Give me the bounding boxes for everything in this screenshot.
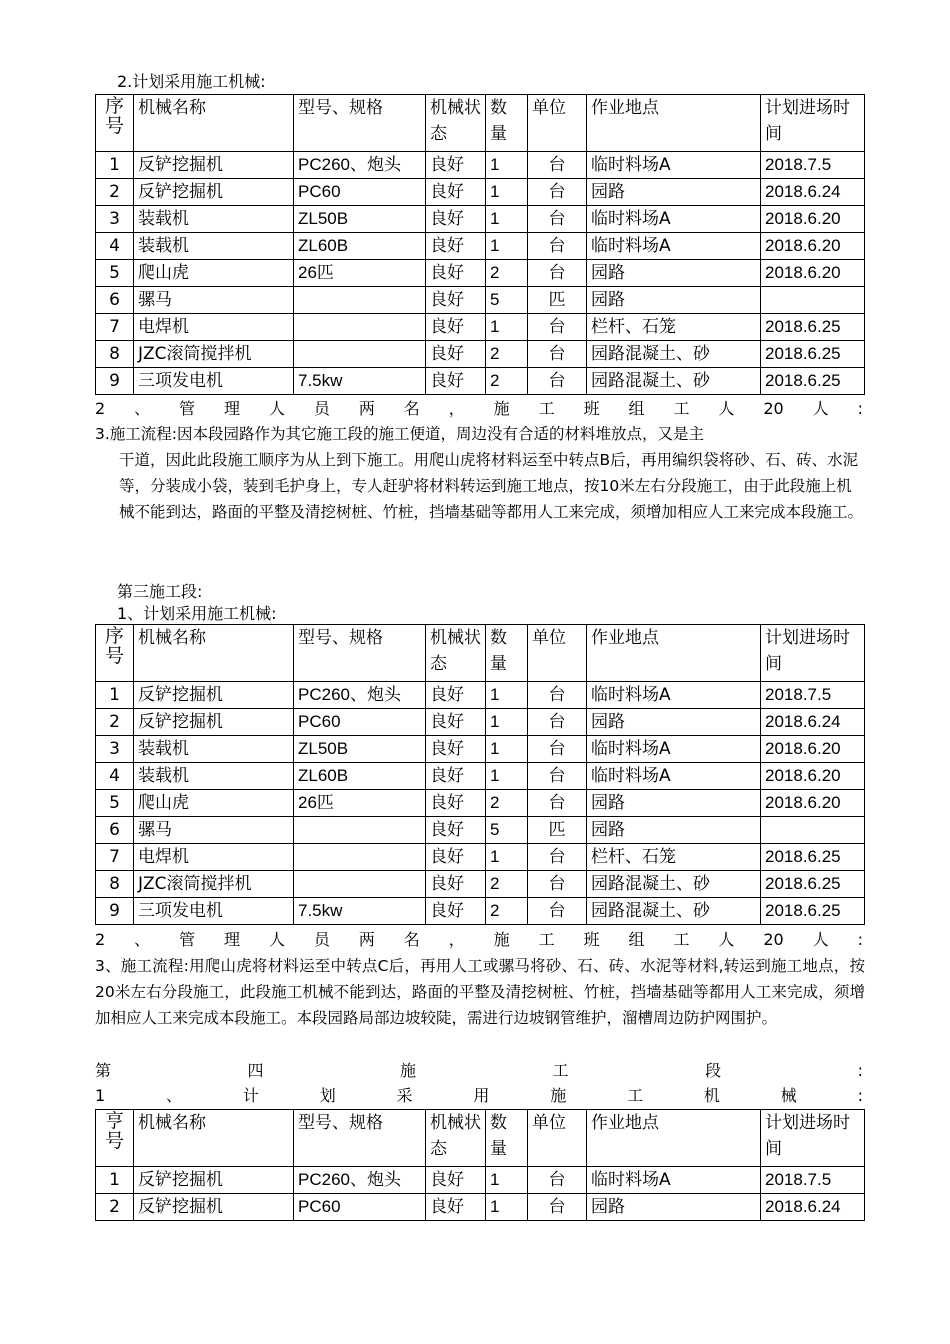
cell-qty: 1 <box>486 709 528 736</box>
section4-heading: 第四施工段: <box>95 1061 863 1080</box>
table-row <box>96 871 865 898</box>
header-date: 计划进场时间 <box>761 625 865 682</box>
table-header-row <box>96 625 865 682</box>
cell-unit: 台 <box>528 341 587 368</box>
cell-status: 良好 <box>426 1167 486 1194</box>
cell-model: PC60 <box>294 1194 426 1221</box>
table-row <box>96 763 865 790</box>
cell-name: 三项发电机 <box>134 368 294 395</box>
cell-status: 良好 <box>426 817 486 844</box>
cell-date: 2018.6.25 <box>761 844 865 871</box>
header-date: 计划进场时间 <box>761 95 865 152</box>
cell-seq: 7 <box>96 314 134 341</box>
cell-name: 爬山虎 <box>134 260 294 287</box>
cell-place: 临时料场A <box>587 1167 761 1194</box>
cell-seq: 1 <box>96 1167 134 1194</box>
cell-seq: 6 <box>96 817 134 844</box>
cell-status: 良好 <box>426 368 486 395</box>
cell-place: 栏杆、石笼 <box>587 314 761 341</box>
cell-name: 骡马 <box>134 287 294 314</box>
cell-status: 良好 <box>426 260 486 287</box>
cell-date: 2018.7.5 <box>761 1167 865 1194</box>
cell-model: ZL50B <box>294 206 426 233</box>
cell-qty: 5 <box>486 817 528 844</box>
table-row <box>96 287 865 314</box>
cell-qty: 1 <box>486 763 528 790</box>
cell-name: 骡马 <box>134 817 294 844</box>
cell-status: 良好 <box>426 790 486 817</box>
cell-model: 7.5kw <box>294 368 426 395</box>
cell-name: 装载机 <box>134 736 294 763</box>
cell-seq: 8 <box>96 341 134 368</box>
cell-name: 三项发电机 <box>134 898 294 925</box>
cell-status: 良好 <box>426 314 486 341</box>
header-qty: 数量 <box>486 95 528 152</box>
cell-seq: 9 <box>96 898 134 925</box>
cell-unit: 台 <box>528 898 587 925</box>
table-row <box>96 233 865 260</box>
cell-model: PC260、炮头 <box>294 152 426 179</box>
cell-unit: 匹 <box>528 817 587 844</box>
table-row <box>96 314 865 341</box>
cell-name: 反铲挖掘机 <box>134 1167 294 1194</box>
cell-status: 良好 <box>426 763 486 790</box>
section2-machinery-title: 2.计划采用施工机械: <box>117 72 266 91</box>
cell-qty: 1 <box>486 1194 528 1221</box>
cell-place: 园路混凝土、砂 <box>587 871 761 898</box>
section2-staff-line: 2、管理人员两名，施工班组工人20人: <box>95 399 863 418</box>
header-seq: 亨号 <box>96 1110 134 1167</box>
section3-process-paragraph: 3、施工流程:用爬山虎将材料运至中转点C后，再用人工或骡马将砂、石、砖、水泥等材料,转运到施工地点，按20米左右分段施工，此段施工机械不能到达，路面的平整及清挖树桩、竹桩，挡墙基础等都用人工来完成，须增加相应人工来完成本段施工。本段园路局部边坡较陡，需进行边坡钢管维护，溜槽周边防护网围护。 <box>95 957 865 1027</box>
cell-status: 良好 <box>426 709 486 736</box>
header-status: 机械状态 <box>426 625 486 682</box>
cell-status: 良好 <box>426 898 486 925</box>
header-name: 机械名称 <box>134 95 294 152</box>
cell-place: 园路混凝土、砂 <box>587 898 761 925</box>
header-model: 型号、规格 <box>294 625 426 682</box>
cell-place: 栏杆、石笼 <box>587 844 761 871</box>
cell-unit: 台 <box>528 260 587 287</box>
cell-seq: 1 <box>96 152 134 179</box>
cell-date: 2018.6.25 <box>761 368 865 395</box>
header-status: 机械状态 <box>426 1110 486 1167</box>
cell-date: 2018.7.5 <box>761 152 865 179</box>
header-unit: 单位 <box>528 625 587 682</box>
cell-status: 良好 <box>426 287 486 314</box>
section3-machinery-title: 1、计划采用施工机械: <box>117 604 277 623</box>
cell-name: 装载机 <box>134 763 294 790</box>
cell-model: 7.5kw <box>294 898 426 925</box>
cell-qty: 2 <box>486 898 528 925</box>
section2-process-rest: 干道，因此此段施工顺序为从上到下施工。用爬山虎将材料运至中转点B后，再用编织袋将砂、石、砖、水泥等，分装成小袋，装到毛护身上，专人赶驴将材料转运到施工地点，按10米左右分段施工，由于此段施上机械不能到达，路面的平整及清挖树桩、竹桩，挡墙基础等都用人工来完成，须增加相应人工来完成本段施工。 <box>119 451 864 521</box>
cell-status: 良好 <box>426 206 486 233</box>
cell-model <box>294 314 426 341</box>
cell-date: 2018.6.25 <box>761 314 865 341</box>
table-row <box>96 709 865 736</box>
cell-unit: 台 <box>528 233 587 260</box>
cell-place: 园路混凝土、砂 <box>587 341 761 368</box>
table-row <box>96 790 865 817</box>
table-header-row <box>96 95 865 152</box>
cell-model: PC60 <box>294 709 426 736</box>
cell-status: 良好 <box>426 736 486 763</box>
table-row <box>96 152 865 179</box>
cell-qty: 2 <box>486 341 528 368</box>
cell-place: 临时料场A <box>587 233 761 260</box>
cell-date: 2018.6.20 <box>761 260 865 287</box>
cell-status: 良好 <box>426 233 486 260</box>
table-row <box>96 736 865 763</box>
cell-place: 临时料场A <box>587 736 761 763</box>
cell-date: 2018.6.20 <box>761 790 865 817</box>
header-model: 型号、规格 <box>294 1110 426 1167</box>
cell-qty: 1 <box>486 682 528 709</box>
cell-place: 临时料场A <box>587 763 761 790</box>
header-seq: 序号 <box>96 95 134 152</box>
cell-place: 园路混凝土、砂 <box>587 368 761 395</box>
cell-qty: 1 <box>486 233 528 260</box>
cell-name: 反铲挖掘机 <box>134 1194 294 1221</box>
cell-date: 2018.6.25 <box>761 898 865 925</box>
cell-date: 2018.6.20 <box>761 736 865 763</box>
cell-unit: 台 <box>528 709 587 736</box>
cell-qty: 1 <box>486 179 528 206</box>
header-unit: 单位 <box>528 95 587 152</box>
section3-staff-line: 2、管理人员两名，施工班组工人20人: <box>95 930 863 949</box>
cell-status: 良好 <box>426 152 486 179</box>
cell-unit: 匹 <box>528 287 587 314</box>
cell-unit: 台 <box>528 179 587 206</box>
cell-date: 2018.6.20 <box>761 233 865 260</box>
cell-name: 装载机 <box>134 233 294 260</box>
table-row <box>96 898 865 925</box>
header-date: 计划进场时间 <box>761 1110 865 1167</box>
cell-place: 园路 <box>587 287 761 314</box>
cell-date: 2018.7.5 <box>761 682 865 709</box>
cell-unit: 台 <box>528 1167 587 1194</box>
cell-date: 2018.6.24 <box>761 709 865 736</box>
header-place: 作业地点 <box>587 95 761 152</box>
cell-seq: 5 <box>96 790 134 817</box>
cell-place: 园路 <box>587 1194 761 1221</box>
cell-model <box>294 341 426 368</box>
header-status: 机械状态 <box>426 95 486 152</box>
cell-seq: 2 <box>96 709 134 736</box>
cell-name: 爬山虎 <box>134 790 294 817</box>
cell-seq: 1 <box>96 682 134 709</box>
cell-status: 良好 <box>426 1194 486 1221</box>
section2-process-paragraph <box>95 421 865 525</box>
cell-place: 临时料场A <box>587 206 761 233</box>
header-name: 机械名称 <box>134 625 294 682</box>
table-row <box>96 1194 865 1221</box>
header-place: 作业地点 <box>587 1110 761 1167</box>
cell-name: 反铲挖掘机 <box>134 179 294 206</box>
cell-unit: 台 <box>528 152 587 179</box>
cell-qty: 1 <box>486 736 528 763</box>
cell-qty: 2 <box>486 790 528 817</box>
cell-unit: 台 <box>528 368 587 395</box>
cell-qty: 1 <box>486 152 528 179</box>
cell-model <box>294 817 426 844</box>
table-row <box>96 260 865 287</box>
cell-date: 2018.6.20 <box>761 206 865 233</box>
cell-date <box>761 817 865 844</box>
section3-heading: 第三施工段: <box>117 582 203 601</box>
cell-place: 园路 <box>587 790 761 817</box>
header-qty: 数量 <box>486 1110 528 1167</box>
cell-status: 良好 <box>426 844 486 871</box>
cell-place: 园路 <box>587 709 761 736</box>
cell-place: 园路 <box>587 260 761 287</box>
cell-seq: 3 <box>96 736 134 763</box>
cell-unit: 台 <box>528 206 587 233</box>
cell-place: 园路 <box>587 817 761 844</box>
cell-name: 反铲挖掘机 <box>134 152 294 179</box>
cell-qty: 2 <box>486 368 528 395</box>
cell-seq: 4 <box>96 763 134 790</box>
cell-model: PC260、炮头 <box>294 1167 426 1194</box>
cell-place: 临时料场A <box>587 682 761 709</box>
cell-model: ZL60B <box>294 763 426 790</box>
cell-seq: 2 <box>96 1194 134 1221</box>
cell-seq: 5 <box>96 260 134 287</box>
cell-status: 良好 <box>426 871 486 898</box>
cell-date: 2018.6.24 <box>761 179 865 206</box>
header-qty: 数量 <box>486 625 528 682</box>
header-place: 作业地点 <box>587 625 761 682</box>
cell-model: PC60 <box>294 179 426 206</box>
section4-machinery-title: 1、计划采用施工机械: <box>95 1086 863 1105</box>
cell-qty: 1 <box>486 206 528 233</box>
cell-name: 电焊机 <box>134 844 294 871</box>
cell-qty: 2 <box>486 260 528 287</box>
machinery-table-3 <box>95 1109 865 1221</box>
table-row <box>96 682 865 709</box>
machinery-table-1 <box>95 94 865 395</box>
cell-seq: 6 <box>96 287 134 314</box>
cell-seq: 9 <box>96 368 134 395</box>
table-row <box>96 817 865 844</box>
cell-place: 临时料场A <box>587 152 761 179</box>
cell-seq: 7 <box>96 844 134 871</box>
cell-qty: 5 <box>486 287 528 314</box>
cell-unit: 台 <box>528 1194 587 1221</box>
cell-date: 2018.6.20 <box>761 763 865 790</box>
table-row <box>96 1167 865 1194</box>
header-name: 机械名称 <box>134 1110 294 1167</box>
cell-unit: 台 <box>528 736 587 763</box>
header-unit: 单位 <box>528 1110 587 1167</box>
cell-model <box>294 844 426 871</box>
cell-name: 反铲挖掘机 <box>134 709 294 736</box>
table-row <box>96 179 865 206</box>
cell-model: ZL60B <box>294 233 426 260</box>
cell-status: 良好 <box>426 341 486 368</box>
cell-unit: 台 <box>528 763 587 790</box>
cell-unit: 台 <box>528 314 587 341</box>
cell-model <box>294 871 426 898</box>
cell-unit: 台 <box>528 871 587 898</box>
cell-name: JZC滚筒搅拌机 <box>134 871 294 898</box>
cell-qty: 2 <box>486 871 528 898</box>
cell-seq: 8 <box>96 871 134 898</box>
cell-name: JZC滚筒搅拌机 <box>134 341 294 368</box>
cell-name: 反铲挖掘机 <box>134 682 294 709</box>
section3-process-last-line <box>95 1033 863 1057</box>
cell-unit: 台 <box>528 790 587 817</box>
cell-qty: 1 <box>486 1167 528 1194</box>
section2-process-first-line: 3.施工流程:因本段园路作为其它施工段的施工便道，周边没有合适的材料堆放点，又是主 <box>95 425 705 443</box>
table-row <box>96 341 865 368</box>
cell-place: 园路 <box>587 179 761 206</box>
cell-model: ZL50B <box>294 736 426 763</box>
table-row <box>96 206 865 233</box>
header-seq: 序号 <box>96 625 134 682</box>
cell-status: 良好 <box>426 179 486 206</box>
cell-name: 装载机 <box>134 206 294 233</box>
cell-model: 26匹 <box>294 260 426 287</box>
cell-unit: 台 <box>528 844 587 871</box>
cell-status: 良好 <box>426 682 486 709</box>
cell-unit: 台 <box>528 682 587 709</box>
cell-date: 2018.6.24 <box>761 1194 865 1221</box>
cell-model <box>294 287 426 314</box>
cell-model: 26匹 <box>294 790 426 817</box>
cell-seq: 4 <box>96 233 134 260</box>
cell-date <box>761 287 865 314</box>
cell-name: 电焊机 <box>134 314 294 341</box>
cell-date: 2018.6.25 <box>761 871 865 898</box>
machinery-table-2 <box>95 624 865 925</box>
cell-date: 2018.6.25 <box>761 341 865 368</box>
cell-seq: 2 <box>96 179 134 206</box>
cell-model: PC260、炮头 <box>294 682 426 709</box>
table-header-row <box>96 1110 865 1167</box>
cell-seq: 3 <box>96 206 134 233</box>
header-model: 型号、规格 <box>294 95 426 152</box>
table-row <box>96 368 865 395</box>
cell-qty: 1 <box>486 844 528 871</box>
table-row <box>96 844 865 871</box>
cell-qty: 1 <box>486 314 528 341</box>
